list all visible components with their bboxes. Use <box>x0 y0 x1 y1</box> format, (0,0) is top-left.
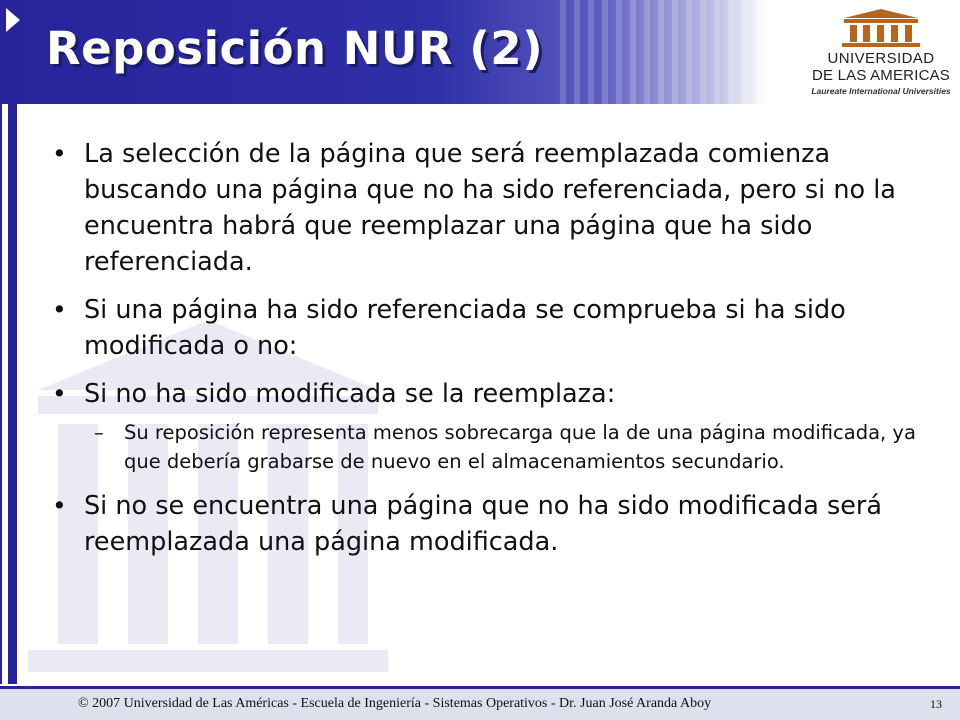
banner-stripes <box>560 0 800 104</box>
bullet-dot: • <box>52 295 67 324</box>
sub-bullet-text: Su reposición representa menos sobrecarga que la de una página modificada, ya que debería grabarse de nuevo en el almacenamientos secundario. <box>124 421 916 473</box>
left-edge-line <box>0 104 2 684</box>
bullet-dot: • <box>52 139 67 168</box>
bullet-item <box>48 136 928 280</box>
logo-line-2: DE LAS AMERICAS <box>811 67 951 84</box>
bullet-item <box>48 292 928 364</box>
bullet-item <box>48 488 928 560</box>
sub-bullet-dash: – <box>94 421 104 444</box>
slide-title: Reposición NUR (2) <box>46 22 544 75</box>
bullet-text: Si una página ha sido referenciada se comprueba si ha sido modificada o no: <box>84 295 846 361</box>
footer-copyright: © 2007 Universidad de Las Américas - Escuela de Ingeniería - Sistemas Operativos - Dr. Juan José Aranda Aboy <box>78 696 712 711</box>
bullet-text: La selección de la página que será reemplazada comienza buscando una página que no ha sido referenciada, pero si no la encuentra habrá que reemplazar una página que ha sido referenciada. <box>84 139 896 277</box>
play-arrow-icon <box>6 8 20 32</box>
slide-footer <box>0 689 960 720</box>
sub-bullet-item <box>48 418 928 476</box>
bullet-item <box>48 376 928 412</box>
slide-body <box>48 136 928 572</box>
page-number: 13 <box>930 697 942 711</box>
bullet-text: Si no se encuentra una página que no ha sido modificada será reemplazada una página modificada. <box>84 491 883 557</box>
left-accent-bar <box>8 104 17 684</box>
logo-line-1: UNIVERSIDAD <box>827 50 935 67</box>
bullet-dot: • <box>52 379 67 408</box>
columns-building-icon <box>840 8 922 48</box>
university-logo <box>806 8 956 100</box>
logo-line-3: Laureate International Universities <box>811 86 951 96</box>
bullet-dot: • <box>52 491 67 520</box>
bullet-text: Si no ha sido modificada se la reemplaza: <box>84 379 616 409</box>
